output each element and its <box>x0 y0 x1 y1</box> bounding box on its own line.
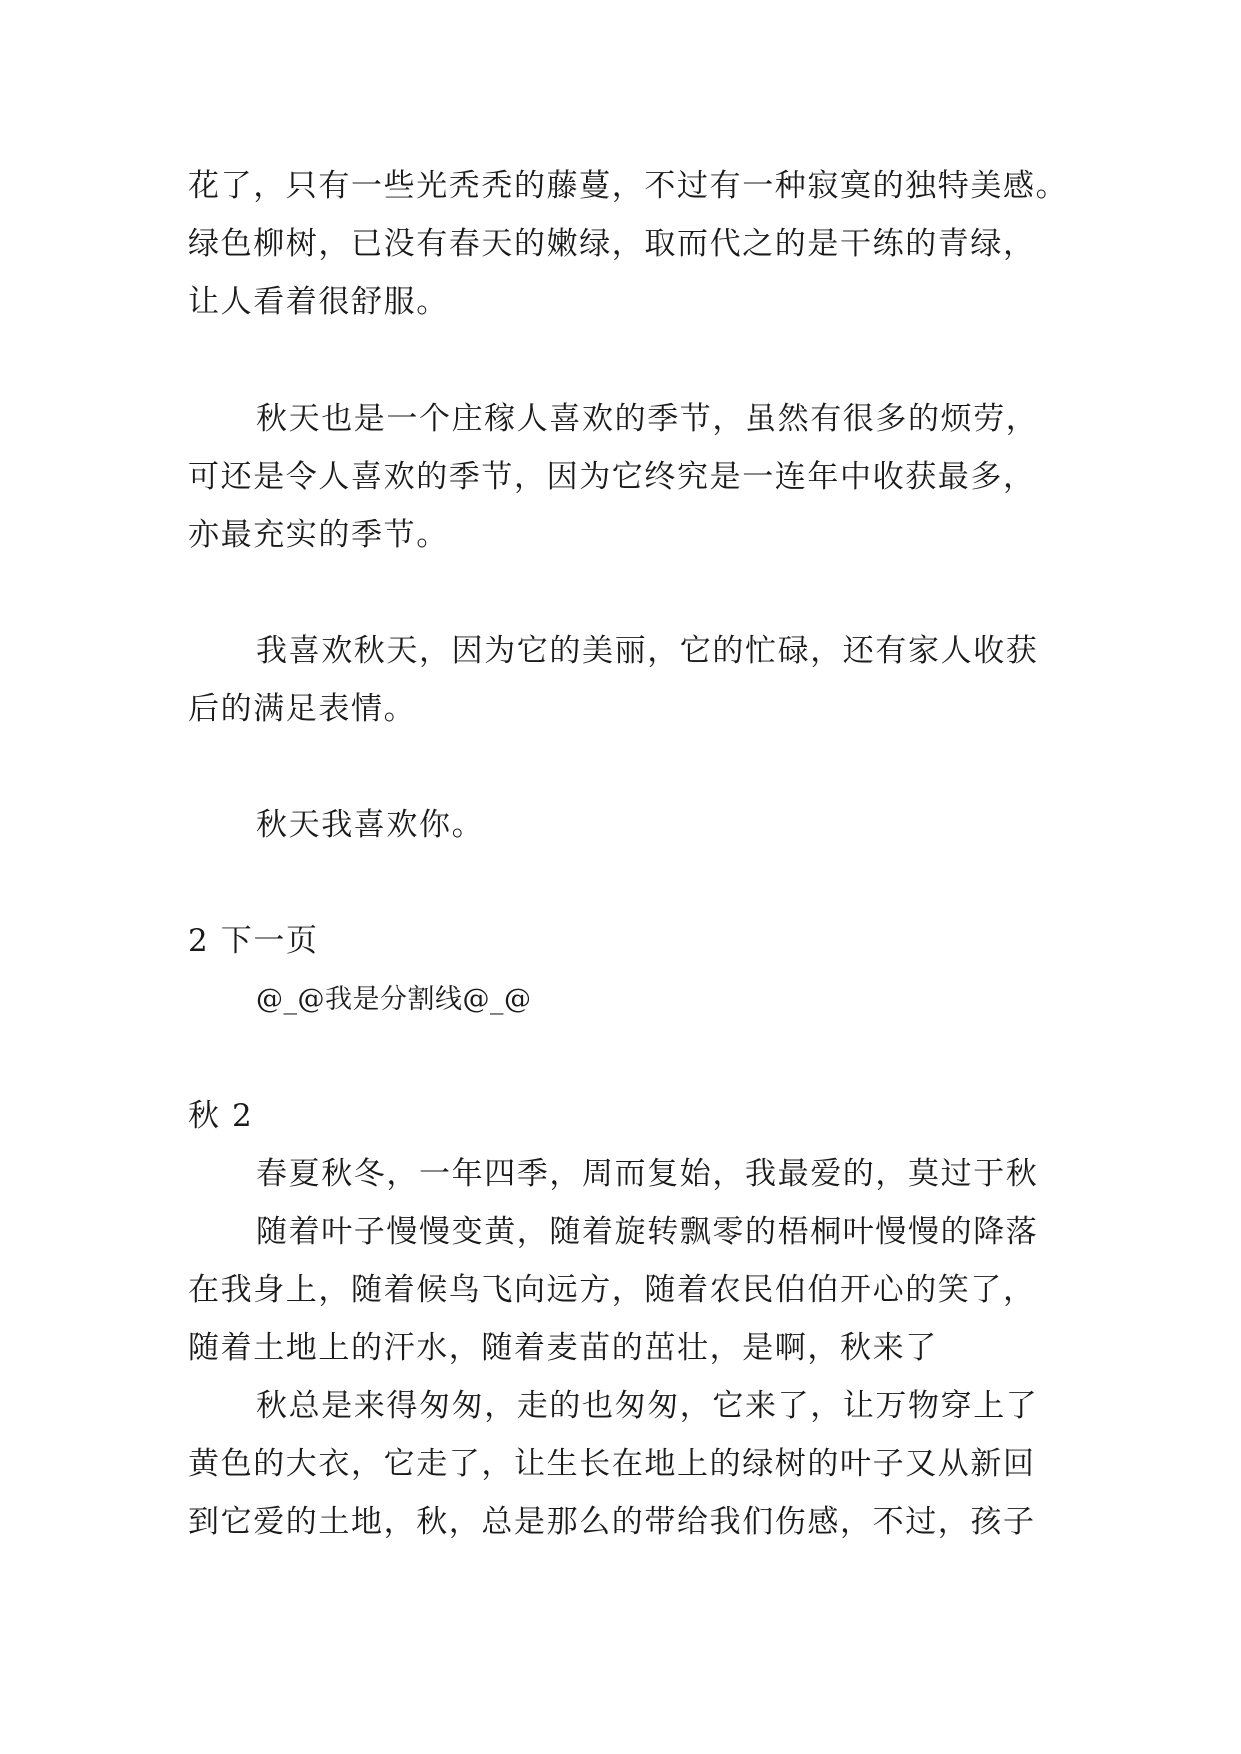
next-page-link[interactable]: 2 下一页 <box>188 923 319 959</box>
paragraph-line: 秋天也是一个庄稼人喜欢的季节，虽然有很多的烦劳， <box>256 401 1039 437</box>
paragraph-line: 随着叶子慢慢变黄，随着旋转飘零的梧桐叶慢慢的降落 <box>256 1214 1039 1250</box>
paragraph-line: 绿色柳树，已没有春天的嫩绿，取而代之的是干练的青绿， <box>188 226 1036 262</box>
paragraph-line: 随着土地上的汗水，随着麦苗的茁壮，是啊，秋来了 <box>188 1330 938 1366</box>
paragraph-line: 在我身上，随着候鸟飞向远方，随着农民伯伯开心的笑了， <box>188 1272 1036 1308</box>
paragraph-line: 可还是令人喜欢的季节，因为它终究是一连年中收获最多， <box>188 459 1036 495</box>
paragraph-line: 春夏秋冬，一年四季，周而复始，我最爱的，莫过于秋 <box>256 1156 1039 1192</box>
paragraph-line: 亦最充实的季节。 <box>188 517 449 553</box>
divider-text: @_@我是分割线@_@ <box>256 984 532 1015</box>
paragraph-line: 黄色的大衣，它走了，让生长在地上的绿树的叶子又从新回 <box>188 1446 1036 1482</box>
paragraph-line: 花了，只有一些光秃秃的藤蔓，不过有一种寂寞的独特美感。 <box>188 168 1069 204</box>
paragraph-line: 后的满足表情。 <box>188 691 417 727</box>
section-title: 秋 2 <box>188 1098 254 1134</box>
paragraph-line: 到它爱的土地，秋，总是那么的带给我们伤感，不过，孩子 <box>188 1504 1036 1540</box>
paragraph-line: 秋天我喜欢你。 <box>256 807 485 843</box>
paragraph-line: 让人看着很舒服。 <box>188 284 449 320</box>
paragraph-line: 我喜欢秋天，因为它的美丽，它的忙碌，还有家人收获 <box>256 633 1039 669</box>
paragraph-line: 秋总是来得匆匆，走的也匆匆，它来了，让万物穿上了 <box>256 1388 1039 1424</box>
